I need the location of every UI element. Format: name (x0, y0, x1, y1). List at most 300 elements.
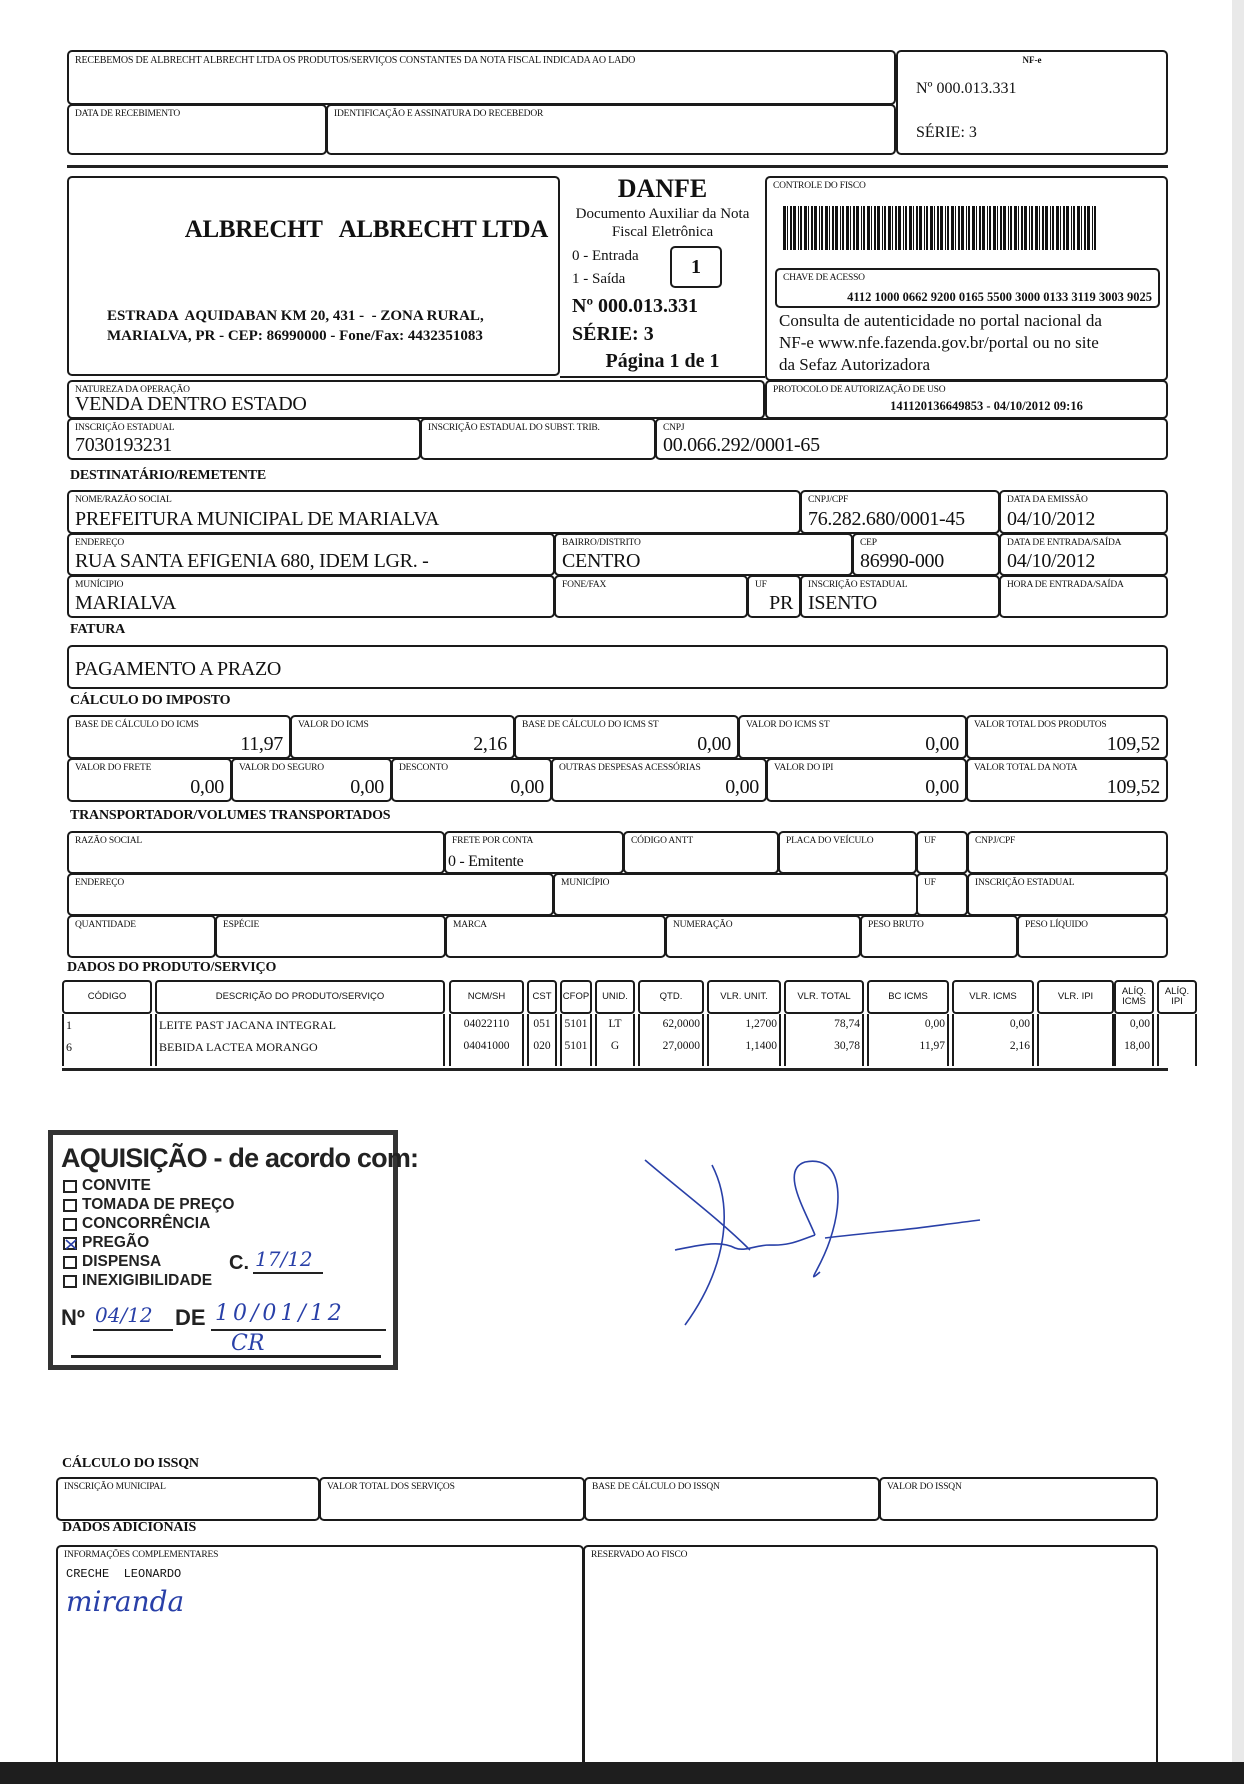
products-header-cell: NCM/SH (449, 980, 524, 1014)
dest-cnpj-box (800, 490, 1000, 534)
barcode-bar (793, 206, 796, 250)
issqn-3-label: VALOR DO ISSQN (887, 1482, 962, 1492)
imposto-r2-1-value: 0,00 (350, 776, 384, 798)
barcode-bar (1077, 206, 1080, 250)
imposto-r2-5-value: 109,52 (1106, 776, 1160, 798)
barcode-bar (846, 206, 849, 250)
canhoto-date-label: DATA DE RECEBIMENTO (75, 109, 181, 119)
canhoto-numero: Nº 000.013.331 (916, 80, 1017, 97)
imposto-r1-3-label: VALOR DO ICMS ST (746, 720, 830, 730)
barcode-bar (1035, 206, 1038, 250)
barcode-bar (979, 206, 981, 250)
dest-municipio-label: MUNÍCIPIO (75, 580, 124, 590)
products-cell: 78,74 (834, 1018, 860, 1030)
barcode-bar (861, 206, 862, 250)
products-table (62, 980, 1190, 1071)
barcode-bar (913, 206, 914, 250)
products-header-cell: DESCRIÇÃO DO PRODUTO/SERVIÇO (155, 980, 445, 1014)
page-edge (1232, 0, 1244, 1784)
barcode-bar (882, 206, 883, 250)
products-header-cell: ALÍQ. IPI (1157, 980, 1197, 1014)
issqn-0-box (56, 1477, 320, 1521)
transp-antt-box (623, 831, 779, 874)
barcode-bar (1039, 206, 1040, 250)
danfe-subtitle-2: Fiscal Eletrônica (611, 224, 714, 240)
issqn-1-label: VALOR TOTAL DOS SERVIÇOS (327, 1482, 455, 1492)
info-complementares-label: INFORMAÇÕES COMPLEMENTARES (64, 1550, 219, 1560)
imposto-r2-2-value: 0,00 (510, 776, 544, 798)
barcode-bar (1000, 206, 1002, 250)
barcode-bar (982, 206, 985, 250)
products-header-cell: VLR. UNIT. (707, 980, 781, 1014)
barcode-bar (814, 206, 817, 250)
imposto-r2-3-label: OUTRAS DESPESAS ACESSÓRIAS (559, 763, 701, 773)
canhoto-nfe-label: NF-e (1022, 55, 1042, 65)
barcode-bar (958, 206, 960, 250)
products-header-cell: VLR. IPI (1037, 980, 1114, 1014)
reservado-fisco-box (583, 1545, 1158, 1767)
imposto-r2-4-box (766, 758, 967, 802)
imposto-r1-2-value: 0,00 (697, 733, 731, 755)
stamp-option (63, 1177, 151, 1195)
transp-ie-label: INSCRIÇÃO ESTADUAL (975, 878, 1075, 888)
canhoto-received-text: RECEBEMOS DE ALBRECHT ALBRECHT LTDA OS PRODUTOS/SERVIÇOS CONSTANTES DA NOTA FISCAL INDICADA AO LADO (75, 55, 636, 66)
danfe-tipo: 1 (691, 255, 701, 278)
barcode-bar (1050, 206, 1051, 250)
danfe-tipo-box (670, 246, 722, 288)
barcode-bar (842, 206, 844, 250)
protocolo-value: 141120136649853 - 04/10/2012 09:16 (890, 399, 1083, 413)
barcode-bar (1073, 206, 1075, 250)
cnpj-label: CNPJ (663, 423, 685, 433)
barcode-bar (850, 206, 851, 250)
barcode-bar (840, 206, 841, 250)
transp-peso-liquido-label: PESO LÍQUIDO (1025, 920, 1088, 930)
stamp-no-label: Nº (61, 1305, 85, 1330)
imposto-r2-0-value: 0,00 (190, 776, 224, 798)
products-header-cell: QTD. (638, 980, 704, 1014)
products-cell: G (610, 1040, 620, 1052)
products-header-cell: CÓDIGO (62, 980, 152, 1014)
transp-peso-bruto-box (860, 915, 1018, 958)
transp-numeracao-label: NUMERAÇÃO (673, 920, 733, 930)
transp-ie-box (967, 873, 1168, 916)
transp-placa-box (778, 831, 917, 874)
dest-bairro-value: CENTRO (562, 550, 641, 572)
barcode-bar (790, 206, 792, 250)
barcode-bar (1071, 206, 1072, 250)
products-cell: 1 (66, 1018, 72, 1032)
barcode-bar (835, 206, 838, 250)
canhoto-received-box (67, 50, 896, 105)
checkbox-icon[interactable] (63, 1180, 77, 1193)
transp-peso-liquido-box (1017, 915, 1168, 958)
imposto-r1-3-value: 0,00 (925, 733, 959, 755)
transp-numeracao-box (665, 915, 861, 958)
barcode-bar (1092, 206, 1093, 250)
products-cell: 0,00 (1009, 1018, 1030, 1030)
fatura-section-title: FATURA (70, 622, 126, 637)
barcode-bar (909, 206, 912, 250)
barcode-bar (919, 206, 922, 250)
dest-entrada-saida-box (999, 533, 1168, 576)
info-handwritten: miranda (66, 1585, 185, 1618)
barcode-bar (895, 206, 897, 250)
stamp-option-label: INEXIGIBILIDADE (82, 1272, 213, 1289)
barcode-bar (989, 206, 991, 250)
dest-uf-label: UF (755, 580, 767, 590)
dest-bairro-label: BAIRRO/DISTRITO (562, 538, 641, 548)
issqn-1-box (319, 1477, 585, 1521)
imposto-r2-0-label: VALOR DO FRETE (75, 763, 152, 773)
canhoto-nfe-box (896, 50, 1168, 155)
barcode-bar (1024, 206, 1027, 250)
products-header-cell: VLR. TOTAL (784, 980, 864, 1014)
dest-emissao-value: 04/10/2012 (1007, 508, 1096, 530)
dest-uf-value: PR (769, 592, 793, 614)
products-cell: BEBIDA LACTEA MORANGO (159, 1040, 318, 1054)
stamp-option (63, 1196, 234, 1214)
products-cell: 1,2700 (745, 1018, 777, 1030)
barcode-bar (783, 206, 786, 250)
danfe-title: DANFE (617, 174, 708, 203)
products-cell: 020 (533, 1040, 551, 1052)
transp-uf-label: UF (924, 836, 936, 846)
dest-endereco-box (67, 533, 555, 576)
dest-endereco-label: ENDEREÇO (75, 538, 125, 548)
danfe-entrada: 0 - Entrada (572, 248, 639, 264)
barcode-bar (1063, 206, 1065, 250)
barcode-bar (934, 206, 935, 250)
barcode-bar (800, 206, 802, 250)
products-header-cell: CST (527, 980, 557, 1014)
barcode-bar (1010, 206, 1012, 250)
canhoto-serie: SÉRIE: 3 (916, 124, 977, 141)
dest-emissao-box (999, 490, 1168, 534)
dest-cnpj-value: 76.282.680/0001-45 (808, 508, 965, 530)
stamp-option-label: DISPENSA (82, 1253, 162, 1270)
products-cell: LEITE PAST JACANA INTEGRAL (159, 1018, 337, 1032)
barcode-bar (905, 206, 907, 250)
danfe-serie: SÉRIE: 3 (572, 323, 654, 345)
transp-uf2-box (916, 873, 968, 916)
barcode-bar (1014, 206, 1017, 250)
stamp-option (63, 1272, 212, 1290)
chave-label: CHAVE DE ACESSO (783, 273, 865, 283)
barcode-bar (798, 206, 799, 250)
fisco-box (765, 176, 1168, 381)
products-cell: 051 (533, 1018, 551, 1030)
stamp-de-value: 10/01/12 (215, 1301, 346, 1326)
dest-uf-box (747, 575, 801, 618)
barcode-bar (1094, 206, 1096, 250)
consulta-line-2: NF-e www.nfe.fazenda.gov.br/portal ou no site (779, 333, 1099, 352)
dest-municipio-box (67, 575, 555, 618)
imposto-r1-2-label: BASE DE CÁLCULO DO ICMS ST (522, 720, 659, 730)
barcode-bar (976, 206, 977, 250)
transp-frete-label: FRETE POR CONTA (452, 836, 534, 846)
dest-emissao-label: DATA DA EMISSÃO (1007, 495, 1088, 505)
stamp-no-value: 04/12 (95, 1303, 153, 1327)
barcode-bar (940, 206, 943, 250)
dest-cep-value: 86990-000 (860, 550, 944, 572)
issqn-2-box (584, 1477, 880, 1521)
products-cell: 04022110 (463, 1018, 510, 1030)
barcode-bar (821, 206, 823, 250)
info-complementares-value: CRECHE LEONARDO (66, 1567, 182, 1581)
products-cell: LT (608, 1018, 622, 1030)
protocolo-box (765, 380, 1168, 419)
dest-ie-label: INSCRIÇÃO ESTADUAL (808, 580, 908, 590)
transp-peso-bruto-label: PESO BRUTO (868, 920, 924, 930)
barcode-bar (1029, 206, 1030, 250)
acquisition-stamp (48, 1130, 419, 1370)
transp-frete-box (444, 831, 624, 874)
dest-nome-label: NOME/RAZÃO SOCIAL (75, 495, 172, 505)
dest-cep-label: CEP (860, 538, 877, 548)
imposto-r2-0-box (67, 758, 232, 802)
fatura-value: PAGAMENTO A PRAZO (75, 658, 282, 680)
barcode-bar (903, 206, 904, 250)
natureza-value: VENDA DENTRO ESTADO (75, 393, 307, 415)
transp-cnpj-box (967, 831, 1168, 874)
barcode-bar (884, 206, 886, 250)
barcode-bar (955, 206, 956, 250)
dest-ie-box (800, 575, 1000, 618)
imposto-r1-3-box (738, 715, 967, 759)
dest-nome-box (67, 490, 801, 534)
cnpj-box (655, 418, 1168, 460)
issqn-3-box (879, 1477, 1158, 1521)
barcode-bar (937, 206, 939, 250)
emitente-box (67, 176, 560, 376)
stamp-option (63, 1215, 210, 1233)
imposto-r2-4-label: VALOR DO IPI (774, 763, 834, 773)
checkbox-icon[interactable] (63, 1218, 77, 1231)
natureza-label: NATUREZA DA OPERAÇÃO (75, 385, 190, 395)
dest-fone-label: FONE/FAX (562, 580, 607, 590)
dest-cep-box (852, 533, 1000, 576)
page-bottom-edge (0, 1762, 1244, 1784)
transp-frete-value: 0 - Emitente (448, 853, 524, 870)
stamp-c-line (253, 1272, 323, 1274)
stamp-c-label: C. (229, 1252, 249, 1274)
transp-uf-box (916, 831, 968, 874)
checkbox-icon[interactable] (63, 1275, 77, 1288)
imposto-r2-5-box (966, 758, 1168, 802)
info-complementares-box (56, 1545, 584, 1767)
barcode-bar (945, 206, 946, 250)
products-table-row (62, 1018, 1168, 1038)
imposto-r2-1-label: VALOR DO SEGURO (239, 763, 324, 773)
barcode-bar (947, 206, 949, 250)
barcode-bar (832, 206, 834, 250)
barcode-bar (916, 206, 918, 250)
fisco-controle-label: CONTROLE DO FISCO (773, 181, 866, 191)
products-header-cell: ALÍQ. ICMS (1114, 980, 1154, 1014)
imposto-r2-5-label: VALOR TOTAL DA NOTA (974, 763, 1078, 773)
barcode-bar (853, 206, 855, 250)
issqn-2-label: BASE DE CÁLCULO DO ISSQN (592, 1482, 720, 1492)
imposto-r1-2-box (514, 715, 739, 759)
barcode-bar (987, 206, 988, 250)
products-header-cell: BC ICMS (867, 980, 949, 1014)
stamp-option-label: TOMADA DE PREÇO (82, 1196, 235, 1213)
barcode-bar (1052, 206, 1054, 250)
barcode-bar (1084, 206, 1086, 250)
imposto-r1-1-label: VALOR DO ICMS (298, 720, 369, 730)
barcode-bar (1031, 206, 1033, 250)
products-cell: 04041000 (463, 1040, 510, 1052)
transp-municipio-box (553, 873, 918, 916)
barcode-bar (951, 206, 954, 250)
barcode-bar (871, 206, 872, 250)
barcode-bar (968, 206, 970, 250)
issqn-0-label: INSCRIÇÃO MUNICIPAL (64, 1482, 166, 1492)
transp-municipio-label: MUNICÍPIO (561, 878, 610, 888)
checkbox-icon[interactable] (63, 1256, 77, 1269)
barcode-bar (808, 206, 809, 250)
issqn-section-title: CÁLCULO DO ISSQN (62, 1456, 199, 1471)
stamp-initials: CR (231, 1331, 265, 1356)
stamp-c-value: 17/12 (255, 1247, 313, 1271)
barcode-bar (825, 206, 828, 250)
signature-scribble (640, 1150, 1000, 1330)
barcode (783, 206, 1163, 250)
stamp-no-line (93, 1329, 173, 1331)
barcode-bar (930, 206, 933, 250)
transp-especie-label: ESPÉCIE (223, 920, 260, 930)
imposto-r1-0-label: BASE DE CÁLCULO DO ICMS (75, 720, 199, 730)
fatura-box (67, 645, 1168, 689)
imposto-r1-4-value: 109,52 (1106, 733, 1160, 755)
destinatario-section-title: DESTINATÁRIO/REMETENTE (70, 468, 267, 483)
checkbox-checked-icon[interactable] (63, 1237, 77, 1250)
imposto-r2-3-value: 0,00 (725, 776, 759, 798)
imposto-r2-4-value: 0,00 (925, 776, 959, 798)
barcode-bar (966, 206, 967, 250)
danfe-subtitle-1: Documento Auxiliar da Nota (575, 206, 750, 222)
natureza-box (67, 380, 765, 419)
products-cell: 5101 (564, 1018, 588, 1030)
barcode-bar (874, 206, 876, 250)
barcode-bar (1021, 206, 1023, 250)
imposto-section-title: CÁLCULO DO IMPOSTO (70, 693, 231, 708)
emitente-address-2: MARIALVA, PR - CEP: 86990000 - Fone/Fax: 4432351083 (107, 328, 483, 344)
canhoto-signature-box[interactable] (326, 104, 896, 155)
imposto-r1-0-value: 11,97 (240, 733, 283, 755)
barcode-bar (1003, 206, 1006, 250)
products-table-row (62, 1040, 1168, 1060)
transp-antt-label: CÓDIGO ANTT (631, 836, 693, 846)
danfe-pagina: Página 1 de 1 (605, 350, 720, 372)
products-cell: 1,1400 (745, 1040, 777, 1052)
ie-st-label: INSCRIÇÃO ESTADUAL DO SUBST. TRIB. (428, 423, 600, 433)
imposto-r1-1-value: 2,16 (473, 733, 507, 755)
dest-bairro-box (554, 533, 853, 576)
barcode-bar (888, 206, 891, 250)
stamp-option-label: CONCORRÊNCIA (82, 1215, 211, 1232)
barcode-bar (863, 206, 865, 250)
chave-box (775, 268, 1160, 308)
barcode-bar (1045, 206, 1048, 250)
products-cell: 6 (66, 1040, 72, 1054)
transp-quantidade-label: QUANTIDADE (75, 920, 136, 930)
dest-hora-box (999, 575, 1168, 618)
transp-endereco-box (67, 873, 554, 916)
canhoto-date-box[interactable] (67, 104, 327, 155)
products-header-cell: CFOP (560, 980, 592, 1014)
transp-quantidade-box (67, 915, 216, 958)
danfe-numero: Nº 000.013.331 (572, 295, 699, 317)
barcode-bar (804, 206, 807, 250)
products-cell: 0,00 (924, 1018, 945, 1030)
barcode-bar (811, 206, 813, 250)
transporte-section-title: TRANSPORTADOR/VOLUMES TRANSPORTADOS (70, 808, 391, 823)
barcode-bar (972, 206, 975, 250)
barcode-bar (892, 206, 893, 250)
transp-placa-label: PLACA DO VEÍCULO (786, 836, 874, 846)
dest-ie-value: ISENTO (808, 592, 877, 614)
barcode-bar (926, 206, 928, 250)
barcode-bar (924, 206, 925, 250)
adicionais-section-title: DADOS ADICIONAIS (62, 1520, 197, 1535)
barcode-bar (1056, 206, 1059, 250)
imposto-r2-2-label: DESCONTO (399, 763, 448, 773)
checkbox-icon[interactable] (63, 1199, 77, 1212)
products-cell: 11,97 (919, 1040, 945, 1052)
ie-st-box (420, 418, 656, 460)
barcode-bar (1018, 206, 1019, 250)
products-cell: 62,0000 (662, 1018, 700, 1030)
transp-cnpj-label: CNPJ/CPF (975, 836, 1016, 846)
dest-fone-box (554, 575, 748, 618)
consulta-line-1: Consulta de autenticidade no portal nacional da (779, 311, 1102, 330)
reservado-fisco-label: RESERVADO AO FISCO (591, 1550, 688, 1560)
barcode-bar (898, 206, 901, 250)
stamp-title: AQUISIÇÃO - de acordo com: (61, 1143, 419, 1173)
imposto-r2-2-box (391, 758, 552, 802)
products-header-cell: UNID. (595, 980, 635, 1014)
danfe-block (560, 168, 765, 378)
barcode-bar (1066, 206, 1069, 250)
imposto-r1-0-box (67, 715, 291, 759)
imposto-r1-1-box (290, 715, 515, 759)
cnpj-value: 00.066.292/0001-65 (663, 434, 820, 456)
transp-marca-box (445, 915, 666, 958)
barcode-bar (1087, 206, 1090, 250)
stamp-signature-line (71, 1355, 381, 1358)
products-cell: 27,0000 (662, 1040, 700, 1052)
products-cell: 30,78 (834, 1040, 860, 1052)
barcode-bar (961, 206, 964, 250)
products-cell: 0,00 (1129, 1018, 1150, 1030)
canhoto-signature-label: IDENTIFICAÇÃO E ASSINATURA DO RECEBEDOR (334, 109, 544, 119)
dest-cnpj-label: CNPJ/CPF (808, 495, 849, 505)
barcode-bar (829, 206, 830, 250)
barcode-bar (787, 206, 788, 250)
transp-razao-label: RAZÃO SOCIAL (75, 836, 143, 846)
imposto-r1-4-label: VALOR TOTAL DOS PRODUTOS (974, 720, 1107, 730)
products-cell: 5101 (564, 1040, 588, 1052)
barcode-bar (856, 206, 859, 250)
stamp-option-label: CONVITE (82, 1177, 151, 1194)
products-cell: 2,16 (1009, 1040, 1030, 1052)
barcode-bar (867, 206, 870, 250)
ie-box (67, 418, 421, 460)
consulta-line-3: da Sefaz Autorizadora (779, 355, 931, 374)
stamp-option (63, 1253, 161, 1271)
